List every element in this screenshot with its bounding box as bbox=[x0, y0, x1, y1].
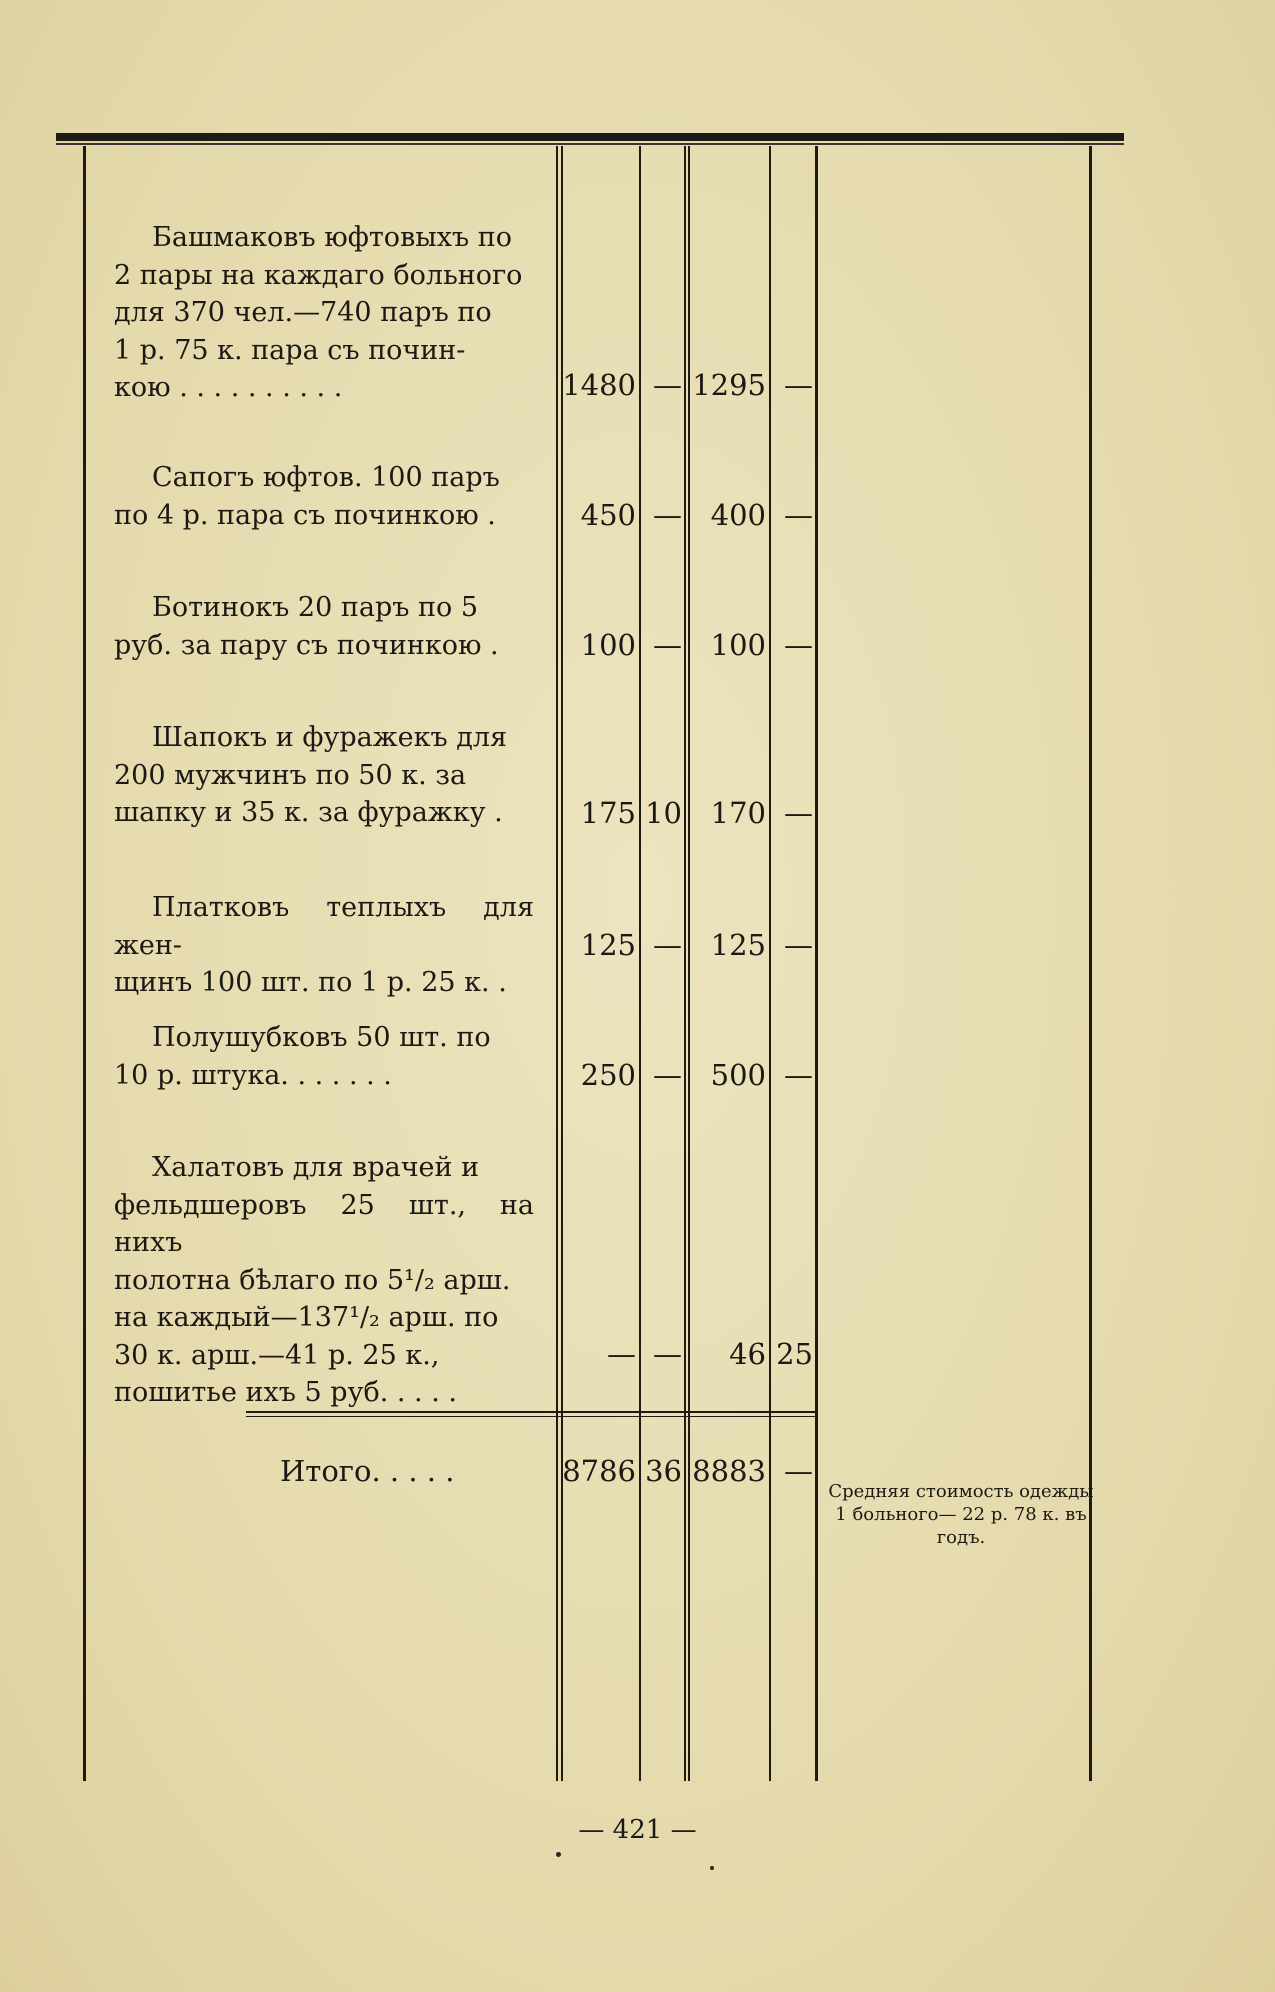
value-cell: — bbox=[653, 1058, 682, 1092]
row-text: щинъ 100 шт. по 1 р. 25 к. . bbox=[114, 967, 507, 998]
value-cell: — bbox=[653, 368, 682, 402]
row-text: 30 к. арш.—41 р. 25 к., bbox=[114, 1339, 440, 1371]
value-cell: 170 bbox=[710, 796, 766, 830]
table-row bbox=[114, 219, 534, 407]
value-cell: — bbox=[653, 628, 682, 662]
table-row bbox=[114, 719, 534, 832]
column-divider bbox=[684, 146, 686, 1781]
column-divider bbox=[639, 146, 641, 1781]
row-text: Сапогъ юфтов. 100 паръ bbox=[152, 462, 500, 493]
top-rule bbox=[56, 133, 1124, 141]
row-text: фельдшеровъ 25 шт., на нихъ bbox=[114, 1189, 534, 1258]
value-cell: 1295 bbox=[692, 368, 766, 402]
row-text: 10 р. штука. . . . . . . bbox=[114, 1059, 392, 1091]
value-cell: — bbox=[784, 928, 813, 962]
value-cell: — bbox=[653, 498, 682, 532]
table-row bbox=[114, 1019, 534, 1094]
value-cell: — bbox=[653, 928, 682, 962]
table-row bbox=[114, 1149, 534, 1412]
ink-dot bbox=[556, 1852, 561, 1857]
row-text: для 370 чел.—740 паръ по bbox=[114, 297, 492, 328]
column-divider bbox=[556, 146, 558, 1781]
value-cell: — bbox=[784, 498, 813, 532]
row-text: пошитье ихъ 5 руб. . . . . bbox=[114, 1377, 457, 1408]
total-value: — bbox=[784, 1454, 813, 1488]
column-divider bbox=[769, 146, 771, 1781]
value-cell: 10 bbox=[645, 796, 682, 830]
total-label: Итого. . . . . bbox=[280, 1454, 455, 1488]
table-row bbox=[114, 889, 534, 1002]
value-cell: 450 bbox=[580, 498, 636, 532]
value-cell: 400 bbox=[710, 498, 766, 532]
row-text: на каждый—137¹/₂ арш. по bbox=[114, 1302, 499, 1333]
value-cell: 125 bbox=[580, 928, 636, 962]
value-cell: — bbox=[784, 796, 813, 830]
value-cell: 250 bbox=[580, 1058, 636, 1092]
value-cell: 175 bbox=[580, 796, 636, 830]
row-text: шапку и 35 к. за фуражку . bbox=[114, 797, 503, 828]
table-row bbox=[114, 459, 534, 534]
table-row bbox=[114, 589, 534, 664]
row-text: полотна бѣлаго по 5¹/₂ арш. bbox=[114, 1264, 511, 1296]
row-text: 200 мужчинъ по 50 к. за bbox=[114, 759, 467, 791]
value-cell: — bbox=[784, 368, 813, 402]
value-cell: 46 bbox=[729, 1337, 766, 1371]
table-left-border bbox=[83, 146, 86, 1781]
value-cell: 125 bbox=[710, 928, 766, 962]
row-text: Башмаковъ юфтовыхъ по bbox=[152, 222, 512, 253]
row-text: руб. за пару съ починкою . bbox=[114, 629, 499, 661]
page-number: — 421 — bbox=[578, 1815, 697, 1845]
column-divider bbox=[815, 146, 818, 1781]
value-cell: 1480 bbox=[562, 368, 636, 402]
row-text: по 4 р. пара съ починкою . bbox=[114, 499, 496, 531]
total-value: 36 bbox=[645, 1454, 682, 1488]
value-cell: — bbox=[653, 1337, 682, 1371]
row-text: Халатовъ для врачей и bbox=[152, 1152, 480, 1183]
value-cell: 25 bbox=[776, 1337, 813, 1371]
top-rule-thin bbox=[56, 143, 1124, 145]
value-cell: 100 bbox=[580, 628, 636, 662]
row-text: Платковъ теплыхъ для жен- bbox=[114, 892, 534, 961]
total-rule-thin bbox=[246, 1416, 818, 1417]
row-text: 1 р. 75 к. пара съ почин- bbox=[114, 334, 466, 366]
value-cell: — bbox=[607, 1337, 636, 1371]
ink-dot bbox=[710, 1866, 714, 1870]
row-text: Шапокъ и фуражекъ для bbox=[152, 722, 508, 753]
row-text: 2 пары на каждаго больного bbox=[114, 259, 523, 291]
row-text: Ботинокъ 20 паръ по 5 bbox=[152, 592, 479, 623]
row-text: Полушубковъ 50 шт. по bbox=[152, 1022, 491, 1053]
value-cell: — bbox=[784, 1058, 813, 1092]
row-text: кою . . . . . . . . . . bbox=[114, 372, 343, 403]
total-value: 8786 bbox=[562, 1454, 636, 1488]
value-cell: — bbox=[784, 628, 813, 662]
total-value: 8883 bbox=[692, 1454, 766, 1488]
value-cell: 500 bbox=[710, 1058, 766, 1092]
value-cell: 100 bbox=[710, 628, 766, 662]
average-cost-note: Средняя стоимость одежды 1 больного— 22 р. 78 к. въ годъ. bbox=[828, 1481, 1094, 1548]
